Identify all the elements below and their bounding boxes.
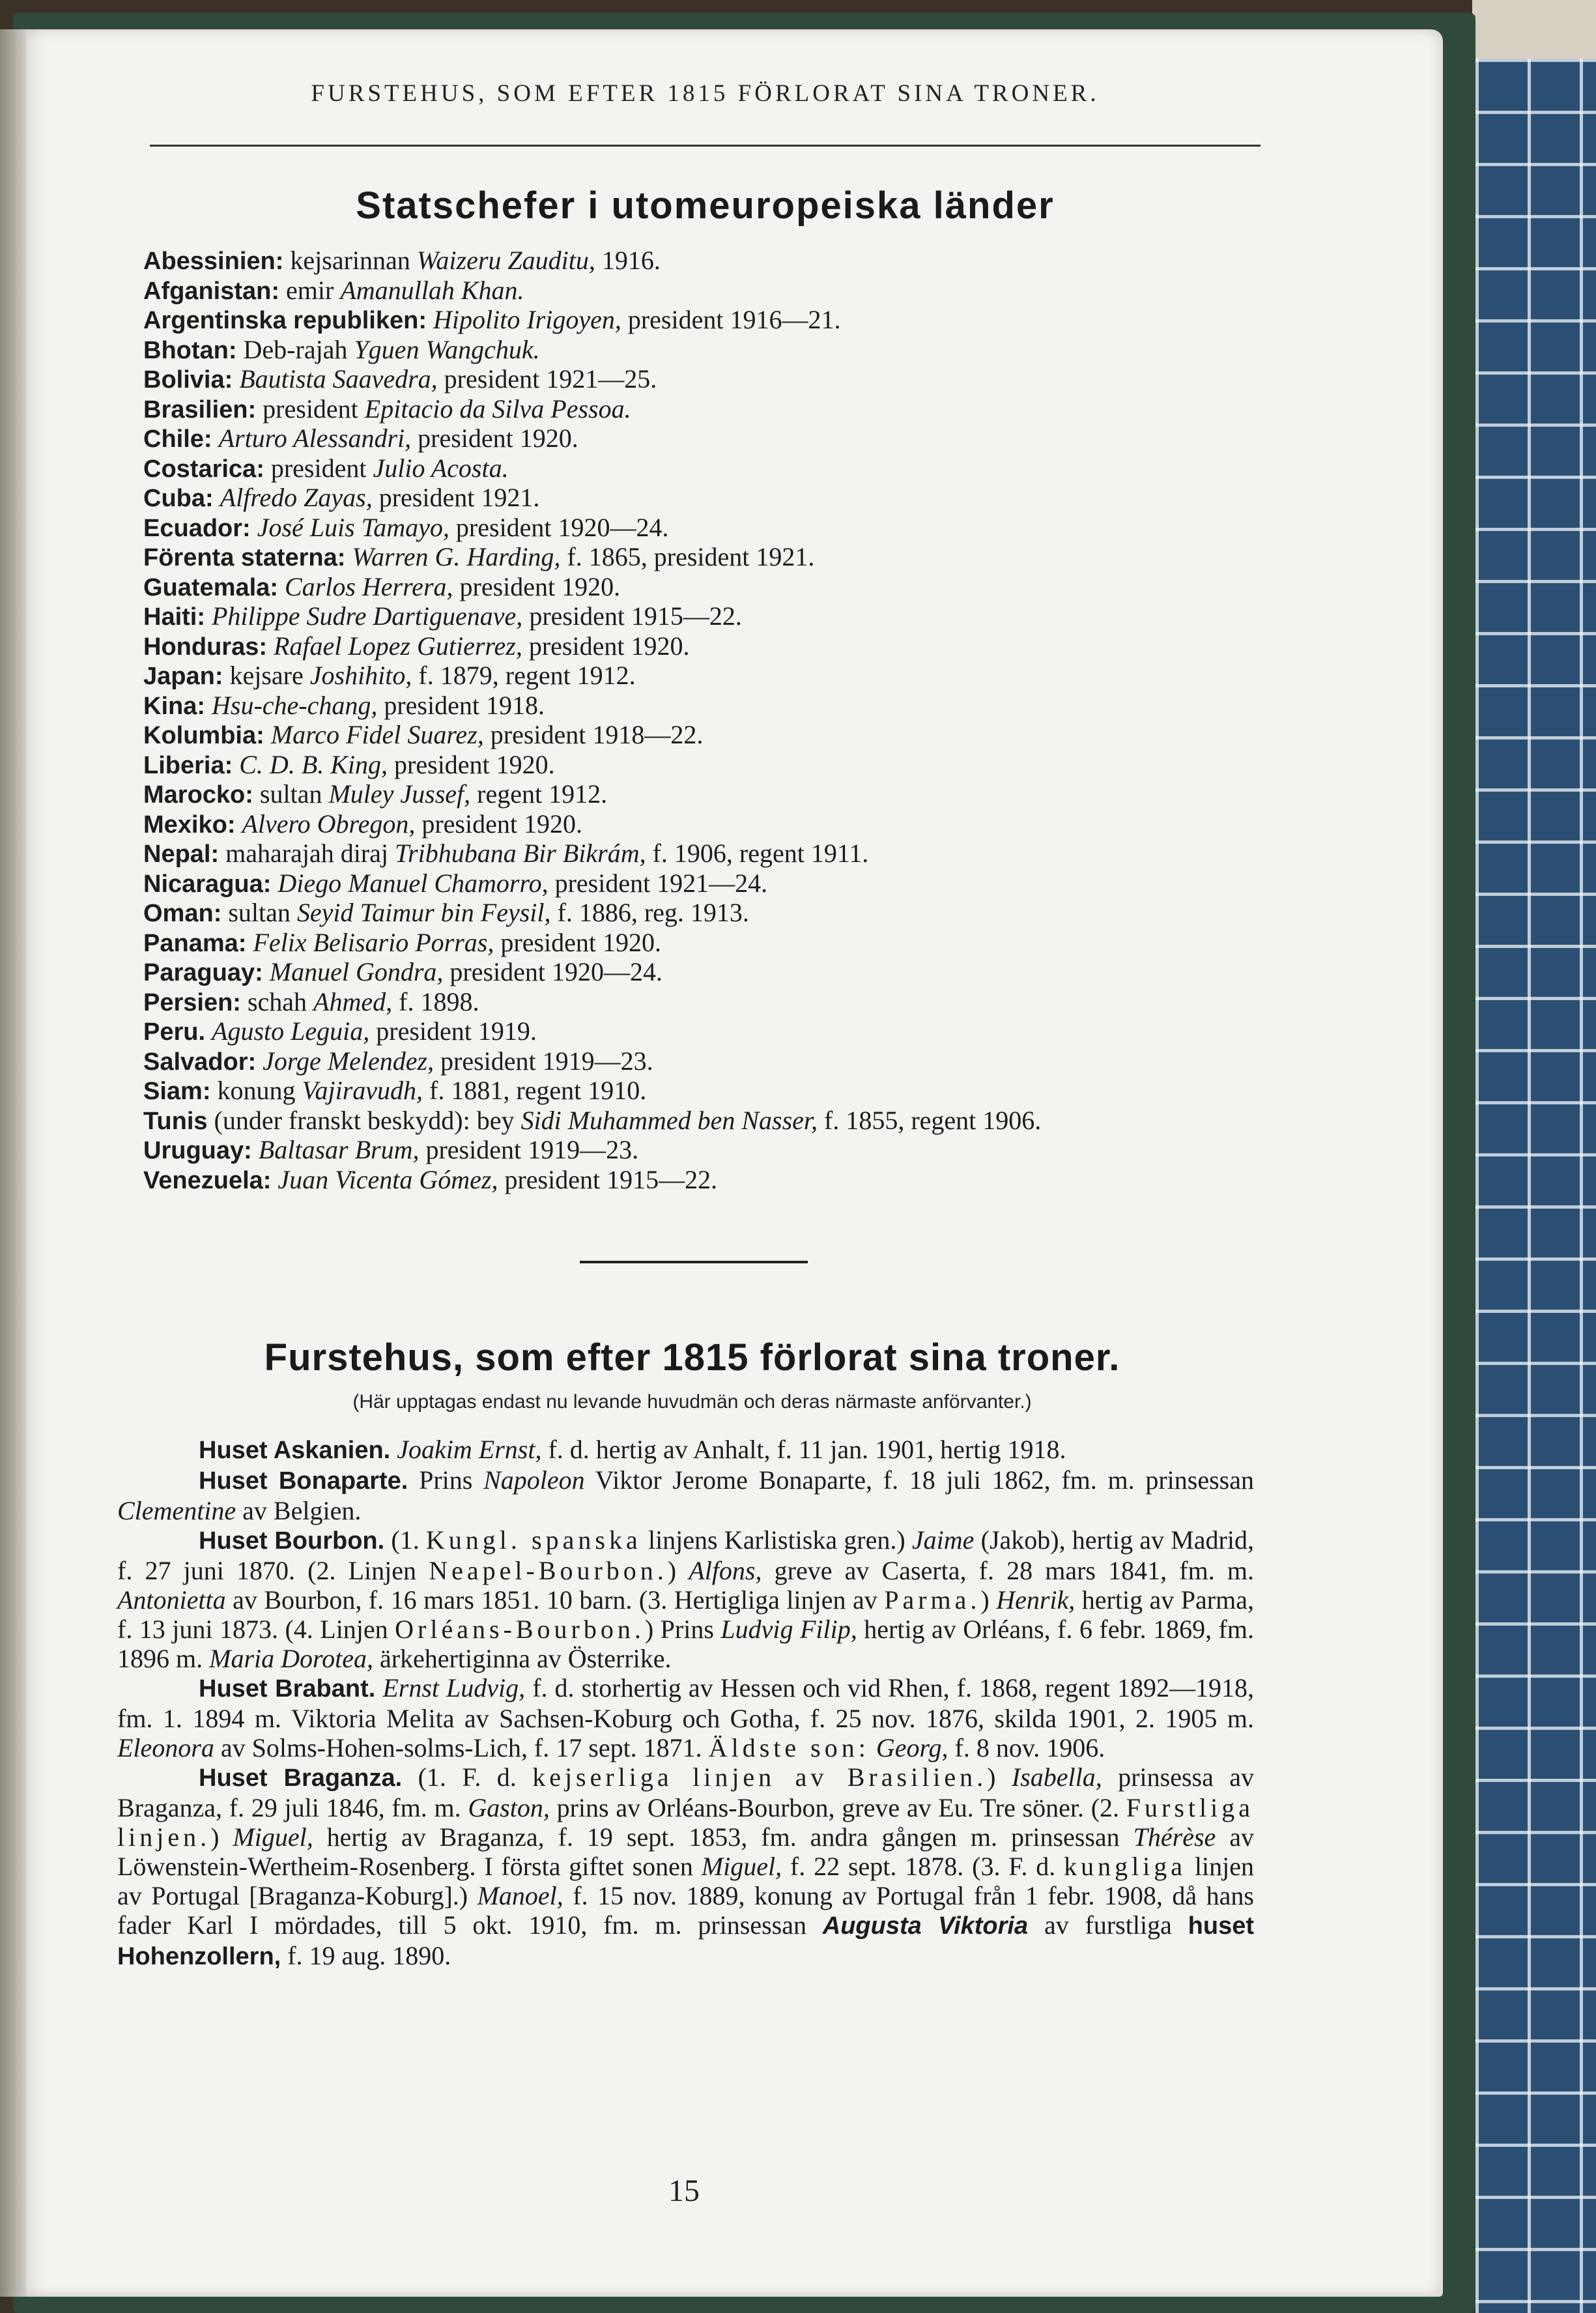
page-number: 15 — [668, 2174, 700, 2208]
spaced-text: Neapel-Bourbon. — [429, 1556, 668, 1585]
table-surface — [1472, 0, 1596, 59]
person-name: Maria Dorotea, — [209, 1644, 373, 1673]
entry-prefix — [233, 750, 239, 779]
person-name: Henrik, — [996, 1585, 1076, 1615]
head-of-state-entry — [143, 721, 1277, 751]
body-text: Prins — [408, 1465, 484, 1495]
ruler-name: Hipolito Irigoyen, — [433, 305, 621, 334]
body-text: ) — [987, 1762, 1012, 1792]
section-title-heads-of-state: Statschefer i utomeuropeiska länder — [356, 184, 1055, 227]
entry-prefix — [251, 513, 257, 542]
body-text: ärkehertiginna av Österrike. — [373, 1644, 672, 1673]
bold-italic-name: Augusta Viktoria — [822, 1912, 1029, 1940]
body-text: linjens Karlistiska gren.) — [641, 1525, 912, 1555]
body-text: av Löwenstein-Wertheim-Rosenberg. I första giftet sonen — [117, 1822, 1254, 1881]
person-name: Thérèse — [1133, 1822, 1216, 1852]
entry-prefix: (under franskt beskydd): bey — [207, 1105, 521, 1135]
head-of-state-entry — [143, 306, 1277, 336]
country-name: Peru. — [143, 1018, 206, 1046]
entry-details: president 1920. — [522, 631, 690, 661]
body-text: (Jakob), hertig av Madrid, f. 27 juni 1870. (2. Linjen — [117, 1525, 1254, 1585]
head-of-state-entry — [143, 573, 1277, 603]
house-name: Huset Bourbon. — [199, 1527, 385, 1555]
ruler-name: Arturo Alessandri, — [218, 424, 412, 453]
person-name: Miguel, — [701, 1852, 782, 1881]
body-text — [390, 1435, 397, 1464]
entry-prefix: maharajah diraj — [219, 839, 395, 868]
head-of-state-entry — [143, 988, 1277, 1018]
entry-details: regent 1912. — [470, 779, 608, 809]
country-name: Chile: — [143, 425, 212, 453]
head-of-state-entry — [143, 632, 1277, 662]
body-text: (1. — [384, 1525, 426, 1555]
running-head-rule — [150, 145, 1261, 147]
entry-details: president 1920. — [494, 927, 661, 957]
ruler-name: C. D. B. King, — [239, 749, 388, 779]
ruler-name: Yguen Wangchuk. — [354, 334, 540, 364]
country-name: Cuba: — [143, 485, 214, 512]
head-of-state-entry — [143, 958, 1277, 988]
ruler-name: Vajiravudh, — [302, 1076, 423, 1105]
entry-details: president 1921—25. — [437, 364, 657, 394]
head-of-state-entry — [143, 424, 1277, 454]
head-of-state-entry — [143, 336, 1277, 366]
ruler-name: Waizeru Zauditu, — [416, 246, 595, 275]
ruler-name: Joshihito, — [309, 661, 412, 690]
entry-details: president 1921. — [372, 483, 540, 512]
entry-prefix — [205, 691, 212, 720]
body-text: prins av Orléans-Bourbon, greve av Eu. Tre söner. (2. — [549, 1793, 1126, 1822]
head-of-state-entry — [143, 751, 1277, 781]
country-name: Persien: — [143, 988, 241, 1016]
country-name: Liberia: — [143, 751, 233, 779]
head-of-state-entry — [143, 1047, 1277, 1077]
body-text: av furstliga — [1028, 1910, 1188, 1940]
country-name: Kina: — [143, 692, 205, 720]
body-text: f. 22 sept. 1878. (3. F. d. — [782, 1852, 1064, 1881]
country-name: Guatemala: — [143, 573, 278, 601]
spaced-text: Äldste son: — [708, 1733, 870, 1762]
entry-details: president 1921—24. — [548, 868, 768, 898]
person-name: Eleonora — [117, 1733, 214, 1762]
house-name: Huset Brabant. — [199, 1675, 376, 1702]
spaced-text: Parma. — [884, 1585, 981, 1615]
spaced-text: kungliga — [1064, 1852, 1187, 1881]
body-text: hertig av Orléans, f. 6 febr. 1869, fm. 1896 m. — [117, 1615, 1255, 1673]
body-text: hertig av Braganza, f. 19 sept. 1853, fm. andra gången m. prinsessan — [313, 1822, 1133, 1852]
country-name: Bhotan: — [143, 336, 237, 364]
spaced-text: kejserliga linjen av Brasilien. — [532, 1762, 988, 1792]
entry-prefix: schah — [240, 986, 314, 1016]
cutting-mat-grid — [1475, 59, 1596, 2313]
head-of-state-entry — [143, 483, 1277, 513]
country-name: Bolivia: — [143, 366, 233, 394]
country-name: Uruguay: — [143, 1137, 252, 1164]
body-text: (1. F. d. — [402, 1762, 533, 1792]
house-paragraph — [117, 1525, 1254, 1673]
entry-prefix — [252, 1135, 259, 1164]
dethroned-houses-list — [117, 1435, 1254, 1972]
head-of-state-entry — [143, 869, 1277, 899]
country-name: Argentinska republiken: — [143, 307, 427, 334]
body-text: f. 19 aug. 1890. — [281, 1941, 451, 1970]
entry-prefix: emir — [279, 275, 341, 305]
country-name: Nicaragua: — [143, 870, 272, 898]
body-text: ) — [980, 1585, 997, 1615]
country-name: Venezuela: — [143, 1166, 272, 1194]
ruler-name: Hsu-che-chang, — [212, 690, 378, 720]
head-of-state-entry — [143, 1017, 1277, 1047]
country-name: Brasilien: — [143, 395, 257, 424]
body-text: greve av Caserta, f. 28 mars 1841, fm. m. — [762, 1556, 1254, 1585]
body-text: av Bourbon, f. 16 mars 1851. 10 barn. (3. Hertigliga linjen av — [225, 1585, 885, 1615]
body-text: Viktor Jerome Bonaparte, f. 18 juli 1862, fm. m. prinsessan — [584, 1465, 1254, 1495]
country-name: Ecuador: — [143, 514, 251, 542]
entry-prefix — [271, 1165, 278, 1194]
person-name: Gaston, — [468, 1793, 550, 1822]
country-name: Abessinien: — [143, 248, 284, 275]
person-name: Jaime — [911, 1525, 975, 1555]
ruler-name: Rafael Lopez Gutierrez, — [274, 631, 522, 661]
country-name: Siam: — [143, 1078, 211, 1105]
entry-prefix — [345, 542, 352, 571]
ruler-name: Warren G. Harding, — [352, 542, 561, 571]
entry-prefix — [233, 364, 239, 394]
head-of-state-entry — [143, 691, 1277, 721]
entry-details: president 1920—24. — [443, 957, 663, 986]
head-of-state-entry — [143, 602, 1277, 632]
body-text — [870, 1733, 876, 1762]
ruler-name: Seyid Taimur bin Feysil, — [296, 898, 551, 927]
ruler-name: Muley Jussef, — [328, 779, 471, 809]
head-of-state-entry — [143, 839, 1277, 869]
entry-prefix — [214, 483, 220, 512]
section-title-dethroned-houses: Furstehus, som efter 1815 förlorat sina troner. — [264, 1336, 1120, 1379]
head-of-state-entry — [143, 365, 1277, 395]
body-text: av Solms-Hohen-solms-Lich, f. 17 sept. 1871. — [214, 1733, 709, 1762]
person-name: Ernst Ludvig, — [382, 1673, 526, 1702]
ruler-name: Tribhubana Bir Bikrám, — [395, 839, 646, 868]
ruler-name: Marco Fidel Suarez, — [270, 720, 484, 749]
entry-details: president 1919. — [369, 1016, 537, 1046]
entry-prefix: Deb-rajah — [236, 334, 354, 364]
entry-details: f. 1906, regent 1911. — [646, 839, 869, 868]
entry-details: president 1920. — [388, 749, 555, 779]
head-of-state-entry — [143, 276, 1277, 306]
entry-details: 1916. — [595, 246, 661, 275]
ruler-name: Felix Belisario Porras, — [253, 927, 494, 957]
body-text: ) — [667, 1556, 689, 1585]
house-name: Huset Braganza. — [199, 1764, 403, 1792]
ruler-name: Julio Acosta. — [373, 453, 509, 483]
country-name: Nepal: — [143, 840, 220, 868]
person-name: Miguel, — [233, 1822, 313, 1852]
country-name: Honduras: — [143, 633, 267, 661]
entry-prefix: president — [256, 394, 365, 424]
ruler-name: Amanullah Khan. — [340, 275, 524, 305]
ruler-name: Manuel Gondra, — [269, 957, 444, 986]
entry-details: f. 1898. — [392, 986, 479, 1016]
person-name: Georg, — [876, 1733, 948, 1762]
ruler-name: Philippe Sudre Dartiguenave, — [212, 601, 523, 631]
entry-prefix — [235, 809, 242, 839]
entry-prefix — [246, 928, 253, 957]
body-text: ) — [210, 1822, 233, 1852]
country-name: Afganistan: — [143, 277, 279, 305]
entry-prefix: kejsarinnan — [283, 246, 417, 275]
entry-details: f. 1865, president 1921. — [560, 542, 815, 571]
entry-details: president 1915—22. — [522, 601, 742, 631]
house-paragraph — [117, 1435, 1254, 1465]
person-name: Clementine — [117, 1496, 236, 1525]
country-name: Panama: — [143, 929, 247, 957]
entry-details: president 1919—23. — [434, 1046, 653, 1076]
entry-prefix — [205, 1016, 212, 1046]
entry-prefix: president — [264, 453, 373, 483]
entry-prefix: konung — [210, 1076, 302, 1105]
country-name: Kolumbia: — [143, 722, 264, 749]
ruler-name: Ahmed, — [313, 986, 393, 1016]
country-name: Tunis — [143, 1107, 208, 1135]
ruler-name: Diego Manuel Chamorro, — [278, 868, 549, 898]
entry-prefix — [205, 601, 212, 631]
body-text: f. d. storhertig av Hessen och vid Rhen, f. 1868, regent 1892—1918, fm. 1. 1894 m. Viktoria Melita av Sachsen-Koburg och Gotha, f. 25 nov. 1876, skilda 1901, 2. 1905 m. — [117, 1673, 1254, 1733]
head-of-state-entry — [143, 543, 1277, 573]
person-name: Antonietta — [117, 1585, 226, 1615]
section-subtitle: (Här upptagas endast nu levande huvudmän och deras närmaste anförvanter.) — [352, 1391, 1032, 1413]
country-name: Paraguay: — [143, 959, 263, 986]
entry-details: president 1915—22. — [498, 1164, 718, 1194]
entry-prefix — [263, 957, 270, 986]
entry-details: president 1920. — [415, 809, 582, 839]
entry-prefix — [264, 720, 271, 749]
country-name: Haiti: — [143, 603, 205, 631]
body-text: av Belgien. — [236, 1496, 362, 1525]
head-of-state-entry — [143, 395, 1277, 425]
ruler-name: Carlos Herrera, — [284, 571, 453, 601]
head-of-state-entry — [143, 661, 1277, 691]
ruler-name: José Luis Tamayo, — [257, 512, 449, 542]
person-name: Alfons, — [689, 1556, 762, 1585]
body-text: ) Prins — [644, 1615, 721, 1644]
spaced-text: Orléans-Bourbon. — [395, 1615, 645, 1644]
head-of-state-entry — [143, 928, 1277, 958]
entry-prefix: sultan — [253, 779, 329, 809]
bold-text: huset Hohenzollern, — [117, 1912, 1255, 1970]
entry-details: f. 1879, regent 1912. — [412, 661, 636, 690]
section-divider — [580, 1261, 808, 1263]
entry-details: president 1920. — [453, 571, 621, 601]
country-name: Mexiko: — [143, 811, 236, 839]
head-of-state-entry — [143, 246, 1277, 276]
entry-prefix — [267, 631, 274, 661]
heads-of-state-list — [143, 246, 1277, 1195]
house-name: Huset Bonaparte. — [199, 1467, 408, 1495]
body-text: f. 15 nov. 1889, konung av Portugal från 1 febr. 1908, då hans fader Karl I mördades, till 5 okt. 1910, fm. m. prinsessan — [117, 1881, 1254, 1940]
country-name: Oman: — [143, 900, 222, 927]
ruler-name: Juan Vicenta Gómez, — [278, 1164, 498, 1194]
running-head: FURSTEHUS, SOM EFTER 1815 FÖRLORAT SINA TRONER. — [311, 80, 1100, 107]
head-of-state-entry — [143, 513, 1277, 543]
entry-prefix: sultan — [221, 898, 297, 927]
house-paragraph — [117, 1762, 1254, 1972]
person-name: Isabella, — [1011, 1762, 1102, 1792]
entry-details: president 1919—23. — [419, 1135, 639, 1164]
country-name: Salvador: — [143, 1048, 257, 1076]
head-of-state-entry — [143, 454, 1277, 484]
entry-prefix — [427, 305, 433, 334]
entry-details: president 1916—21. — [621, 305, 841, 334]
head-of-state-entry — [143, 1166, 1277, 1196]
ruler-name: Jorge Melendez, — [263, 1046, 435, 1076]
ruler-name: Agusto Leguia, — [212, 1016, 370, 1046]
country-name: Costarica: — [143, 455, 264, 483]
entry-details: president 1918. — [377, 690, 545, 720]
country-name: Japan: — [143, 663, 223, 690]
entry-prefix — [278, 572, 285, 601]
ruler-name: Alfredo Zayas, — [220, 483, 373, 512]
spaced-text: Furstliga linjen. — [117, 1793, 1254, 1852]
person-name: Joakim Ernst, — [397, 1435, 542, 1464]
head-of-state-entry — [143, 1136, 1277, 1166]
entry-details: f. 1886, reg. 1913. — [550, 898, 749, 927]
entry-details: f. 1881, regent 1910. — [423, 1076, 647, 1105]
head-of-state-entry — [143, 780, 1277, 810]
entry-details: president 1920—24. — [449, 512, 669, 542]
page-gutter — [0, 29, 29, 2297]
body-text: linjen av Portugal [Braganza-Koburg].) — [117, 1852, 1254, 1910]
body-text: f. 8 nov. 1906. — [948, 1733, 1105, 1762]
spaced-text: Kungl. spanska — [425, 1525, 642, 1555]
body-text: prinsessa av Braganza, f. 29 juli 1846, fm. m. — [117, 1762, 1254, 1822]
entry-prefix: kejsare — [223, 661, 310, 690]
body-text: f. d. hertig av Anhalt, f. 11 jan. 1901, hertig 1918. — [541, 1435, 1066, 1464]
ruler-name: Baltasar Brum, — [258, 1135, 420, 1164]
head-of-state-entry — [143, 1106, 1277, 1136]
house-paragraph — [117, 1465, 1254, 1525]
ruler-name: Epitacio da Silva Pessoa. — [364, 394, 631, 424]
head-of-state-entry — [143, 898, 1277, 928]
entry-prefix — [256, 1046, 263, 1076]
head-of-state-entry — [143, 1076, 1277, 1106]
entry-prefix — [212, 424, 219, 453]
house-name: Huset Askanien. — [199, 1437, 391, 1464]
ruler-name: Bautista Saavedra, — [239, 364, 438, 394]
entry-details: f. 1855, regent 1906. — [818, 1105, 1042, 1135]
entry-details: president 1920. — [411, 424, 578, 453]
ruler-name: Alvero Obregon, — [242, 809, 416, 839]
person-name: Manoel, — [477, 1881, 563, 1910]
ruler-name: Sidi Muhammed ben Nasser, — [520, 1105, 818, 1135]
person-name: Ludvig Filip, — [720, 1615, 857, 1644]
entry-prefix — [271, 869, 278, 898]
person-name: Napoleon — [483, 1465, 585, 1495]
body-text — [375, 1673, 382, 1702]
house-paragraph — [117, 1673, 1254, 1762]
country-name: Marocko: — [143, 781, 253, 809]
body-text: hertig av Parma, f. 13 juni 1873. (4. Linjen — [117, 1585, 1254, 1644]
country-name: Förenta staterna: — [143, 544, 346, 571]
entry-details: president 1918—22. — [483, 720, 704, 749]
head-of-state-entry — [143, 810, 1277, 840]
